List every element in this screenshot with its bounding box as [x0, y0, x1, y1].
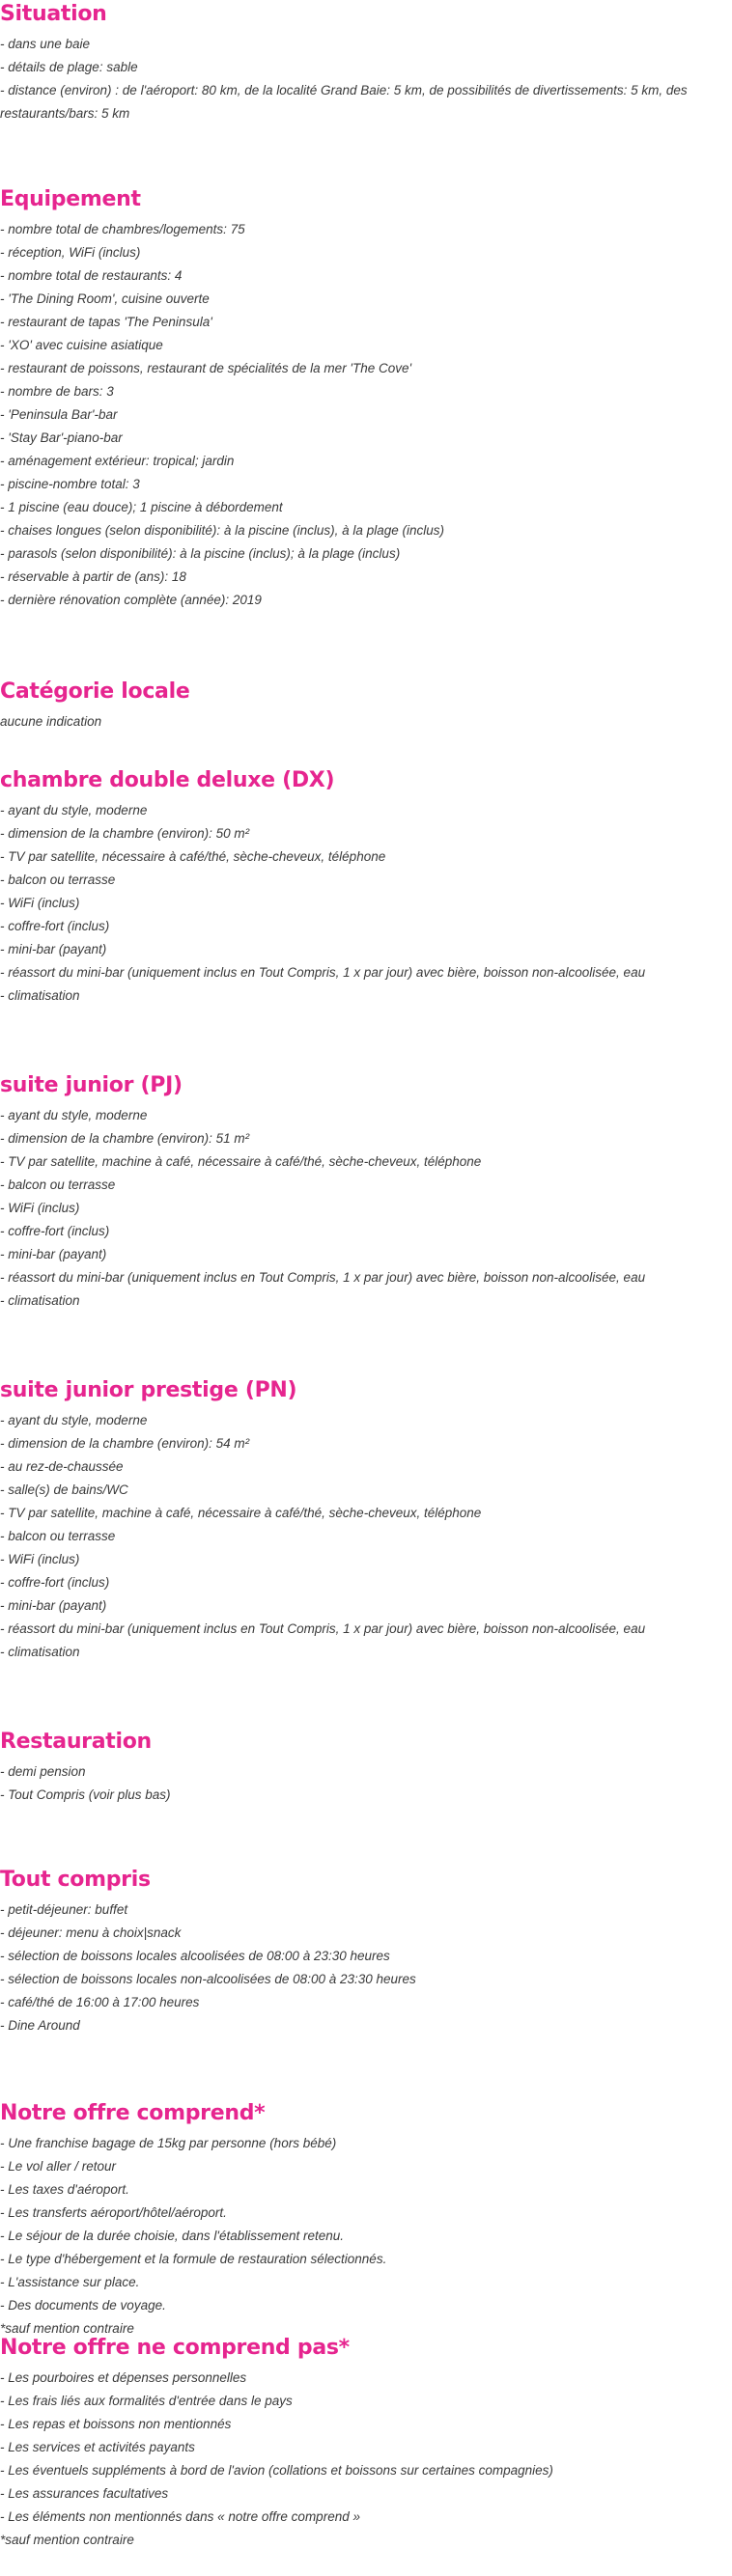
list-item: - dans une baie [0, 37, 91, 51]
section-restauration [0, 1728, 732, 1807]
item-list [0, 1760, 732, 1807]
list-item: - aménagement extérieur: tropical; jardin [0, 454, 235, 468]
section-equipement [0, 185, 732, 612]
list-item: - WiFi (inclus) [0, 1552, 80, 1566]
list-item: - 'Peninsula Bar'-bar [0, 407, 118, 422]
item-list [0, 2367, 732, 2552]
list-item: - Les services et activités payants [0, 2440, 195, 2454]
list-item: - Les transferts aéroport/hôtel/aéroport. [0, 2205, 227, 2220]
list-item: - coffre-fort (inclus) [0, 1575, 110, 1590]
section-title: Notre offre ne comprend pas* [0, 2336, 350, 2360]
item-list [0, 1104, 732, 1313]
section-suite-junior [0, 1071, 732, 1313]
list-item: - coffre-fort (inclus) [0, 919, 110, 933]
list-item: - café/thé de 16:00 à 17:00 heures [0, 1995, 200, 2009]
list-item: - Les assurances facultatives [0, 2486, 169, 2501]
list-item: - distance (environ) : de l'aéroport: 80 km, de la localité Grand Baie: 5 km, de possibilités de divertissements: 5 km, des restaurants/bars: 5 km [0, 83, 688, 121]
list-item: - petit-déjeuner: buffet [0, 1902, 128, 1917]
list-item: - restaurant de poissons, restaurant de spécialités de la mer 'The Cove' [0, 361, 412, 375]
section-title: chambre double deluxe (DX) [0, 768, 335, 792]
list-item: - Dine Around [0, 2018, 80, 2033]
list-item: - dimension de la chambre (environ): 54 m² [0, 1436, 250, 1451]
item-list [0, 218, 732, 612]
list-item: - climatisation [0, 1645, 80, 1659]
list-item: - Les taxes d'aéroport. [0, 2182, 129, 2197]
list-item: - 1 piscine (eau douce); 1 piscine à débordement [0, 500, 283, 514]
list-item: - ayant du style, moderne [0, 1413, 148, 1427]
list-item: - climatisation [0, 988, 80, 1003]
list-item: - dimension de la chambre (environ): 51 m² [0, 1131, 250, 1146]
list-item: - nombre total de restaurants: 4 [0, 268, 183, 283]
section-title: Situation [0, 2, 107, 26]
list-item: - Le séjour de la durée choisie, dans l'établissement retenu. [0, 2229, 345, 2243]
list-item: - 'XO' avec cuisine asiatique [0, 338, 163, 352]
list-item: - coffre-fort (inclus) [0, 1224, 110, 1238]
list-item: - mini-bar (payant) [0, 942, 107, 956]
list-item: - Des documents de voyage. [0, 2298, 166, 2313]
list-item: - climatisation [0, 1293, 80, 1308]
list-item: - 'Stay Bar'-piano-bar [0, 430, 123, 445]
list-item: - TV par satellite, machine à café, nécessaire à café/thé, sèche-cheveux, téléphone [0, 1506, 482, 1520]
list-item: *sauf mention contraire [0, 2321, 134, 2336]
list-item: - nombre de bars: 3 [0, 384, 114, 399]
section-suite-junior-prestige [0, 1376, 732, 1664]
list-item: - balcon ou terrasse [0, 873, 116, 887]
list-item: - déjeuner: menu à choix|snack [0, 1925, 182, 1940]
list-item: - sélection de boissons locales non-alcoolisées de 08:00 à 23:30 heures [0, 1972, 416, 1986]
list-item: - TV par satellite, nécessaire à café/thé, sèche-cheveux, téléphone [0, 849, 386, 864]
list-item: - parasols (selon disponibilité): à la piscine (inclus); à la plage (inclus) [0, 546, 401, 561]
list-item: - balcon ou terrasse [0, 1177, 116, 1192]
list-item: - Les éventuels suppléments à bord de l'avion (collations et boissons sur certaines compagnies) [0, 2463, 553, 2478]
list-item: - dernière rénovation complète (année): 2019 [0, 593, 262, 607]
list-item: - mini-bar (payant) [0, 1247, 107, 1261]
section-situation [0, 0, 732, 125]
list-item: *sauf mention contraire [0, 2533, 134, 2547]
list-item: - ayant du style, moderne [0, 803, 148, 817]
list-item: - demi pension [0, 1764, 86, 1779]
item-list [0, 1898, 732, 2037]
list-item: - Une franchise bagage de 15kg par personne (hors bébé) [0, 2136, 337, 2150]
item-list [0, 1409, 732, 1664]
list-item: - réassort du mini-bar (uniquement inclus en Tout Compris, 1 x par jour) avec bière, boisson non-alcoolisée, eau [0, 1621, 646, 1636]
list-item: - ayant du style, moderne [0, 1108, 148, 1122]
list-item: - sélection de boissons locales alcoolisées de 08:00 à 23:30 heures [0, 1949, 390, 1963]
list-item: - nombre total de chambres/logements: 75 [0, 222, 245, 236]
section-title: Notre offre comprend* [0, 2101, 266, 2125]
list-item: - Les éléments non mentionnés dans « notre offre comprend » [0, 2509, 360, 2524]
list-item: - piscine-nombre total: 3 [0, 477, 140, 491]
item-list [0, 2132, 732, 2341]
list-item: - Les pourboires et dépenses personnelles [0, 2370, 247, 2385]
list-item: - au rez-de-chaussée [0, 1459, 124, 1474]
section-notre-offre-comprend [0, 2099, 732, 2341]
section-chambre-double-deluxe [0, 766, 732, 1008]
section-title: Equipement [0, 187, 141, 211]
section-categorie-locale [0, 678, 732, 734]
list-item: - balcon ou terrasse [0, 1529, 116, 1543]
list-item: - réservable à partir de (ans): 18 [0, 569, 186, 584]
list-item: - détails de plage: sable [0, 60, 138, 74]
section-title: suite junior (PJ) [0, 1073, 183, 1097]
item-list [0, 799, 732, 1008]
item-list [0, 33, 732, 125]
list-item: - dimension de la chambre (environ): 50 m² [0, 826, 250, 841]
list-item: - réassort du mini-bar (uniquement inclus en Tout Compris, 1 x par jour) avec bière, boisson non-alcoolisée, eau [0, 1270, 646, 1285]
item-list [0, 710, 732, 734]
section-title: Restauration [0, 1730, 152, 1754]
list-item: aucune indication [0, 714, 102, 729]
section-title: Tout compris [0, 1868, 151, 1892]
list-item: - L'assistance sur place. [0, 2275, 140, 2289]
list-item: - réassort du mini-bar (uniquement inclus en Tout Compris, 1 x par jour) avec bière, boisson non-alcoolisée, eau [0, 965, 646, 980]
section-title: suite junior prestige (PN) [0, 1378, 297, 1402]
list-item: - Le type d'hébergement et la formule de restauration sélectionnés. [0, 2252, 387, 2266]
section-notre-offre-ne-comprend-pas [0, 2334, 732, 2552]
list-item: - WiFi (inclus) [0, 896, 80, 910]
list-item: - réception, WiFi (inclus) [0, 245, 141, 260]
list-item: - 'The Dining Room', cuisine ouverte [0, 291, 210, 306]
list-item: - mini-bar (payant) [0, 1598, 107, 1613]
list-item: - WiFi (inclus) [0, 1201, 80, 1215]
section-tout-compris [0, 1866, 732, 2037]
list-item: - Les frais liés aux formalités d'entrée dans le pays [0, 2394, 293, 2408]
list-item: - restaurant de tapas 'The Peninsula' [0, 315, 212, 329]
list-item: - salle(s) de bains/WC [0, 1482, 128, 1497]
list-item: - Tout Compris (voir plus bas) [0, 1787, 171, 1802]
list-item: - TV par satellite, machine à café, nécessaire à café/thé, sèche-cheveux, téléphone [0, 1154, 482, 1169]
list-item: - Les repas et boissons non mentionnés [0, 2417, 232, 2431]
list-item: - Le vol aller / retour [0, 2159, 117, 2174]
list-item: - chaises longues (selon disponibilité): à la piscine (inclus), à la plage (inclus) [0, 523, 444, 538]
section-title: Catégorie locale [0, 679, 190, 704]
